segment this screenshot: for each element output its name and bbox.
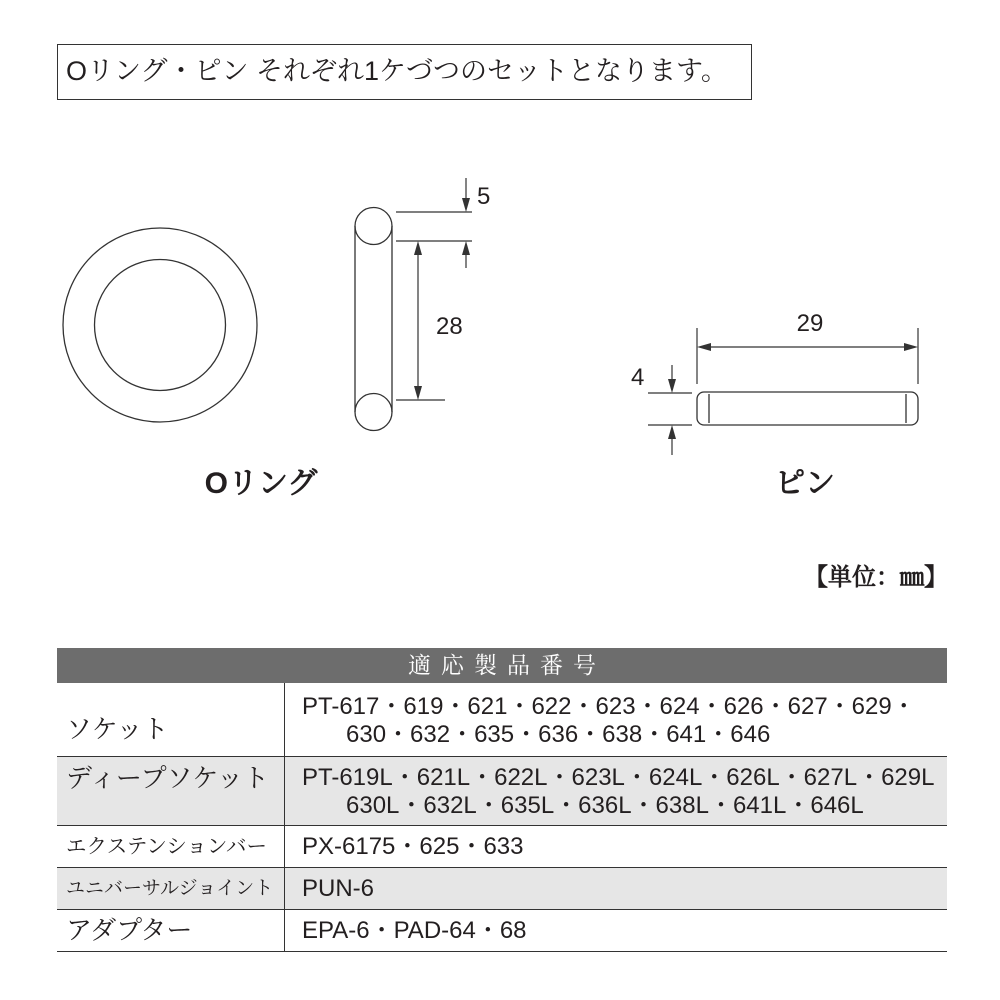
- o-ring-section-top: [355, 208, 392, 245]
- table-row: [57, 757, 947, 826]
- models-cell: EPA-6・PAD-64・68: [302, 917, 527, 944]
- o-ring-caption: Oリング: [204, 467, 318, 500]
- pin-diameter-label: 4: [631, 364, 645, 391]
- o-ring-section-bottom: [355, 394, 392, 431]
- diameter-arrow-bottom-head: [668, 425, 676, 439]
- o-ring-side-view: [355, 208, 392, 431]
- thickness-arrow-top-head: [462, 198, 470, 212]
- models-line: PT-617・619・621・622・623・624・626・627・629・: [302, 693, 916, 720]
- pin-side-view: [697, 392, 918, 425]
- models-cell: [285, 757, 947, 825]
- o-ring-thickness-label: 5: [477, 183, 491, 210]
- category-cell: ディープソケット: [57, 757, 285, 825]
- diameter-arrow-top-head: [668, 379, 676, 393]
- table-row: [57, 683, 947, 757]
- o-ring-dimensions: [396, 178, 490, 400]
- table-row: [57, 910, 947, 952]
- table-row: [57, 868, 947, 910]
- compatible-products-table: [57, 648, 947, 952]
- o-ring-inner-edge: [95, 260, 226, 391]
- o-ring-outer-edge: [63, 228, 257, 422]
- inner-diameter-arrow-top-head: [414, 241, 422, 255]
- inner-diameter-arrow-bottom-head: [414, 386, 422, 400]
- pin-dimensions: [631, 310, 918, 455]
- unit-note: 【単位：㎜】: [804, 564, 948, 591]
- o-ring-front-view: [63, 228, 257, 422]
- thickness-arrow-bottom-head: [462, 241, 470, 255]
- models-line: 630L・632L・635L・636L・638L・641L・646L: [346, 792, 864, 819]
- pin-caption: ピン: [775, 467, 835, 500]
- length-arrow-left-head: [697, 343, 711, 351]
- pin-body: [697, 392, 918, 425]
- category-cell: ユニバーサルジョイント: [57, 868, 285, 909]
- models-line: PT-619L・621L・622L・623L・624L・626L・627L・629L: [302, 764, 935, 791]
- table-row: [57, 826, 947, 868]
- pin-length-label: 29: [796, 310, 824, 337]
- o-ring-inner-diameter-label: 28: [436, 313, 463, 340]
- models-cell: PX-6175・625・633: [302, 833, 524, 860]
- set-contents-notice: Oリング・ピン それぞれ1ケづつのセットとなります。: [57, 44, 752, 100]
- models-cell: PUN-6: [302, 875, 375, 902]
- category-cell: ソケット: [57, 683, 285, 756]
- models-cell: [285, 683, 947, 756]
- category-cell: エクステンションバー: [57, 826, 285, 867]
- table-header: 適応製品番号: [57, 648, 947, 683]
- category-cell: アダプター: [57, 910, 285, 951]
- length-arrow-right-head: [904, 343, 918, 351]
- models-line: 630・632・635・636・638・641・646: [346, 721, 771, 748]
